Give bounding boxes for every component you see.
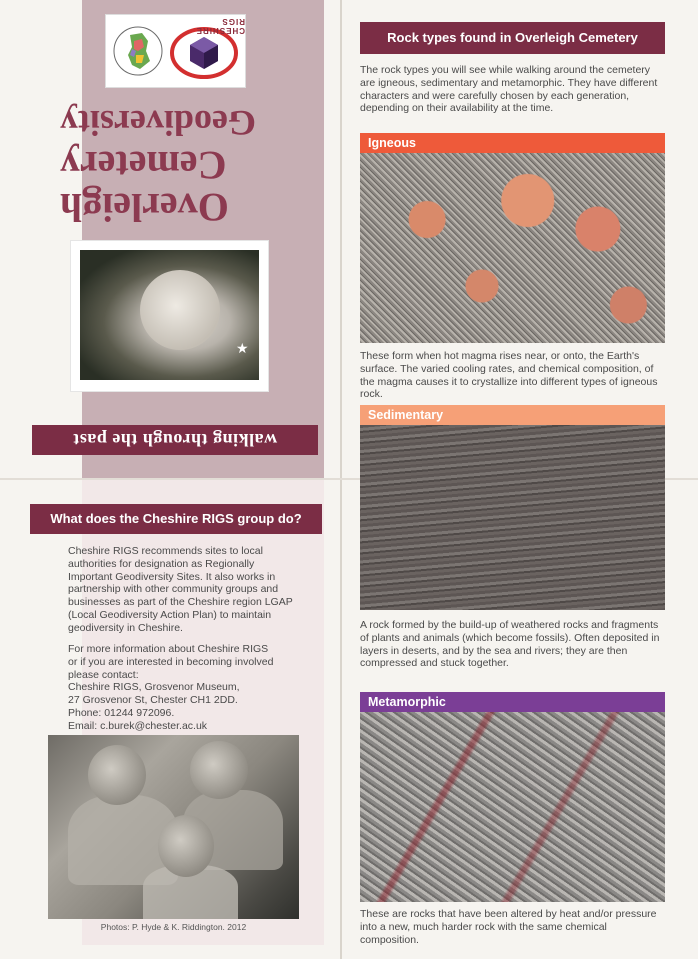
igneous-heading: Igneous [360,133,665,153]
rigs-description: Cheshire RIGS recommends sites to local authorities for designation as Regionally Important Geodiversity Sites. It also works in partnership with other community groups and businesses as part of the Cheshire region LGAP (Local Geodiversity Action Plan) to maintain geodiversity in Cheshire. [68,545,293,634]
contact-phone: Phone: 01244 972096. [68,706,175,719]
angel-photo-image [80,250,259,380]
tagline-banner: walking through the past [32,425,318,455]
cherub-head-shape [88,745,146,805]
rigs-logo-text: CHESHIRE RIGS [195,17,245,35]
metamorphic-rock-photo [360,712,665,902]
contact-line: For more information about Cheshire RIGS [68,643,269,655]
title-line-2: Cemetery [60,143,227,188]
logo-box [105,14,246,88]
sedimentary-heading: Sedimentary [360,405,665,425]
rock-types-heading-banner: Rock types found in Overleigh Cemetery [360,22,665,54]
contact-email[interactable]: Email: c.burek@chester.ac.uk [68,719,208,732]
sedimentary-description: A rock formed by the build-up of weathered rocks and fragments of plants and animals (which become fossils). Often deposited in layers in deserts, and by the sea and rivers; they are then compressed and stuck together. [360,619,660,670]
leaflet-title [60,102,290,228]
photo-caption: Photos: P. Hyde & K. Riddington. 2012 [100,922,247,932]
contact-line: or if you are interested in becoming involved [68,655,274,668]
star-icon: ★ [236,340,249,356]
cherub-head-shape [158,815,214,877]
cherub-statues-photo [48,735,299,919]
angel-statue-photo [70,240,269,392]
igneous-rock-photo [360,153,665,343]
title-line-3: Geodiversity [60,103,256,143]
angel-face-shape [140,270,220,350]
contact-address-line: Cheshire RIGS, Grosvenor Museum, [68,681,240,694]
metamorphic-description: These are rocks that have been altered by heat and/or pressure into a new, much harder rock with the same chemical composition. [360,908,657,946]
sedimentary-rock-photo [360,425,665,610]
igneous-description: These form when hot magma rises near, or onto, the Earth's surface. The varied cooling rates, and chemical composition, of the magma causes it to crystallize into different types of igneous rock. [360,350,658,401]
rock-types-intro: The rock types you will see while walking around the cemetery are igneous, sedimentary and metamorphic. They have different characters and were carefully chosen by each generation, depending on their availability at the time. [360,64,658,115]
title-line-1: Overleigh [60,185,229,230]
contact-address-line: 27 Grosvenor St, Chester CH1 2DD. [68,694,238,707]
metamorphic-heading: Metamorphic [360,692,665,712]
cherub-head-shape [190,741,248,799]
cheshire-county-logo-icon [112,21,164,81]
rigs-heading-banner: What does the Cheshire RIGS group do? [30,504,322,534]
rigs-contact-block [68,643,300,733]
contact-line: please contact: [68,668,139,681]
